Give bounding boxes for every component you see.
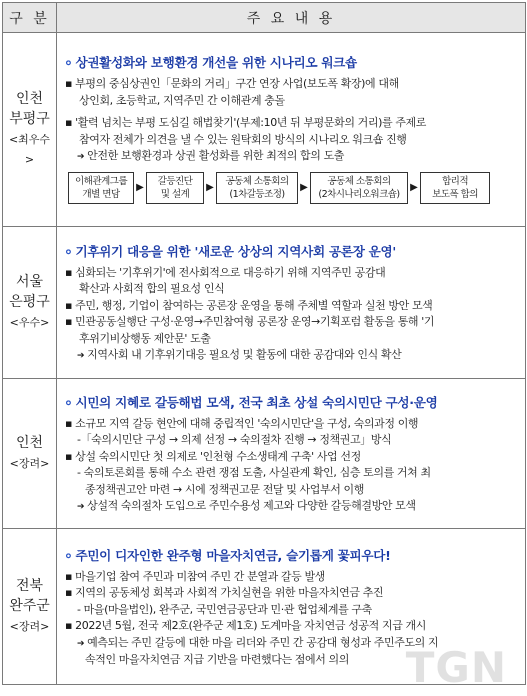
content-line: ▪ 마을기업 참여 주민과 미참여 주민 간 분열과 갈등 발생 xyxy=(65,569,325,583)
arrow-right-icon: ➔ xyxy=(77,152,85,163)
content-line: ▪ 2022년 5월, 전국 제2호(완주군 제1호) 도계마을 자치연금 성공적 지급 개시 xyxy=(65,619,426,632)
region-cell xyxy=(3,33,57,227)
section-title: ⸰ 주민이 디자인한 완주형 마을자치연금, 슬기롭게 꽃피우다! xyxy=(65,547,391,563)
section-title: ⸰ 시민의 지혜로 갈등해법 모색, 전국 최초 상설 숙의시민단 구성·운영 xyxy=(65,394,438,410)
content-line: - 숙의토론회를 통해 수소 관련 쟁점 도출, 사실관계 확인, 심층 토의를 거쳐 최 xyxy=(77,466,431,479)
flow-step: 이해관계그룹 개별 면담 xyxy=(68,172,134,204)
section-title: ⸰ 기후위기 대응을 위한 '새로운 상상의 지역사회 공론장 운영' xyxy=(65,243,396,259)
content-line: ▪ 심화되는 '기후위기'에 전사회적으로 대응하기 위해 지역주민 공감대 xyxy=(65,265,386,279)
content-line: ▪ 민관공동실행단 구성·운영→주민참여형 공론장 운영→기획포럼 활동을 통해 '기 xyxy=(65,315,435,328)
region-cell xyxy=(3,227,57,379)
region-name: 전북 xyxy=(15,578,44,594)
flow-step: 갈등진단 및 설계 xyxy=(146,172,204,204)
flow-arrow-icon: ▶ xyxy=(206,181,214,193)
watermark-logo: TGN xyxy=(405,643,507,692)
region-name: 부평구 xyxy=(9,111,50,127)
region-name: 인천 xyxy=(15,91,44,107)
circle-bullet-icon: ⸰ xyxy=(65,548,76,563)
region-name: 은평구 xyxy=(9,294,50,310)
circle-bullet-icon: ⸰ xyxy=(65,395,76,410)
section-row xyxy=(3,379,526,529)
section-title: ⸰ 상권활성화와 보행환경 개선을 위한 시나리오 워크숍 xyxy=(65,55,357,71)
region-cell xyxy=(3,379,57,529)
circle-bullet-icon: ⸰ xyxy=(65,56,76,71)
arrow-right-icon: ➔ xyxy=(77,502,85,512)
header-row xyxy=(3,3,526,33)
content-line: ➔ 예측되는 주민 갈등에 대한 마을 리더와 주민 간 공감대 형성과 주민주도의 지 xyxy=(65,635,520,653)
award-badge: <우수> xyxy=(9,316,50,329)
region-name: 완주군 xyxy=(9,598,50,614)
content-line: 상인회, 초등학교, 지역주민 간 이해관계 충돌 xyxy=(79,93,285,107)
content-line: ▪ 상설 숙의시민단 첫 의제로 '인천형 수소생태계 구축' 사업 선정 xyxy=(65,449,361,463)
awards-table xyxy=(2,2,526,685)
arrow-right-icon: ➔ xyxy=(77,351,85,361)
content-line: 후위기비상행동 제안문' 도출 xyxy=(79,331,211,345)
award-badge: <장려> xyxy=(9,457,50,470)
content-line: ➔ 안전한 보행환경과 상권 활성화를 위한 최적의 합의 도출 xyxy=(65,148,520,166)
header-category: 구 분 xyxy=(3,3,57,33)
content-line: 종정책권고안 마련 → 시에 정책권고문 전달 및 사업부서 이행 xyxy=(85,482,365,496)
flow-arrow-icon: ▶ xyxy=(300,181,308,193)
region-cell xyxy=(3,529,57,685)
header-content: 주 요 내 용 xyxy=(57,3,526,33)
content-line: 속적인 마을자치연금 지급 기반을 마련했다는 점에서 의의 xyxy=(85,653,350,666)
process-flow xyxy=(68,172,520,204)
content-line: ▪ '활력 넘치는 부평 도심길 해법찾기'(부제:10년 뒤 부평문화의 거리)를 주제로 xyxy=(65,116,427,130)
content-line: ▪ 소규모 지역 갈등 현안에 대해 중립적인 '숙의시민단'을 구성, 숙의과정 이행 xyxy=(65,416,419,430)
content-cell xyxy=(57,227,526,379)
award-badge: <장려> xyxy=(9,620,50,633)
flow-arrow-icon: ▶ xyxy=(136,181,144,193)
content-line: 참여자 전체가 의견을 낼 수 있는 원탁회의 방식의 시나리오 워크숍 진행 xyxy=(79,132,407,146)
flow-step: 공동체 소통회의 (1차갈등조정) xyxy=(216,172,298,204)
arrow-right-icon: ➔ xyxy=(77,638,85,649)
content-cell xyxy=(57,33,526,227)
content-line: 확산과 사회적 합의 필요성 인식 xyxy=(79,282,225,295)
content-line: ▪ 부평의 중심상권인「문화의 거리」구간 연장 사업(보도폭 확장)에 대해 xyxy=(65,77,399,91)
content-line: ➔ 상설적 숙의절차 도입으로 주민수용성 제고와 다양한 갈등해결방안 모색 xyxy=(65,498,520,516)
content-line: ▪ 지역의 공동체성 회복과 사회적 가치실현을 위한 마을자치연금 추진 xyxy=(65,586,384,599)
content-line: ➔ 지역사회 내 기후위기대응 필요성 및 활동에 대한 공감대와 인식 확산 xyxy=(65,347,520,365)
flow-arrow-icon: ▶ xyxy=(410,181,418,193)
flow-step: 합리적 보도폭 합의 xyxy=(420,172,490,204)
award-badge: <최우수> xyxy=(8,133,51,166)
flow-step: 공동체 소통회의 (2차시나리오워크숍) xyxy=(310,172,408,204)
circle-bullet-icon: ⸰ xyxy=(65,244,76,259)
content-line: -「숙의시민단 구성 → 의제 선정 → 숙의절차 진행 → 정책권고」방식 xyxy=(77,433,392,446)
region-name: 서울 xyxy=(15,274,44,290)
content-line: - 마을(마을법인), 완주군, 국민연금공단과 민·관 협업체계를 구축 xyxy=(77,602,372,616)
content-line: ▪ 주민, 행정, 기업이 참여하는 공론장 운영을 통해 주체별 역할과 실천 방안 모색 xyxy=(65,298,433,312)
content-cell xyxy=(57,379,526,529)
section-row xyxy=(3,227,526,379)
section-row xyxy=(3,33,526,227)
region-name: 인천 xyxy=(15,435,44,451)
